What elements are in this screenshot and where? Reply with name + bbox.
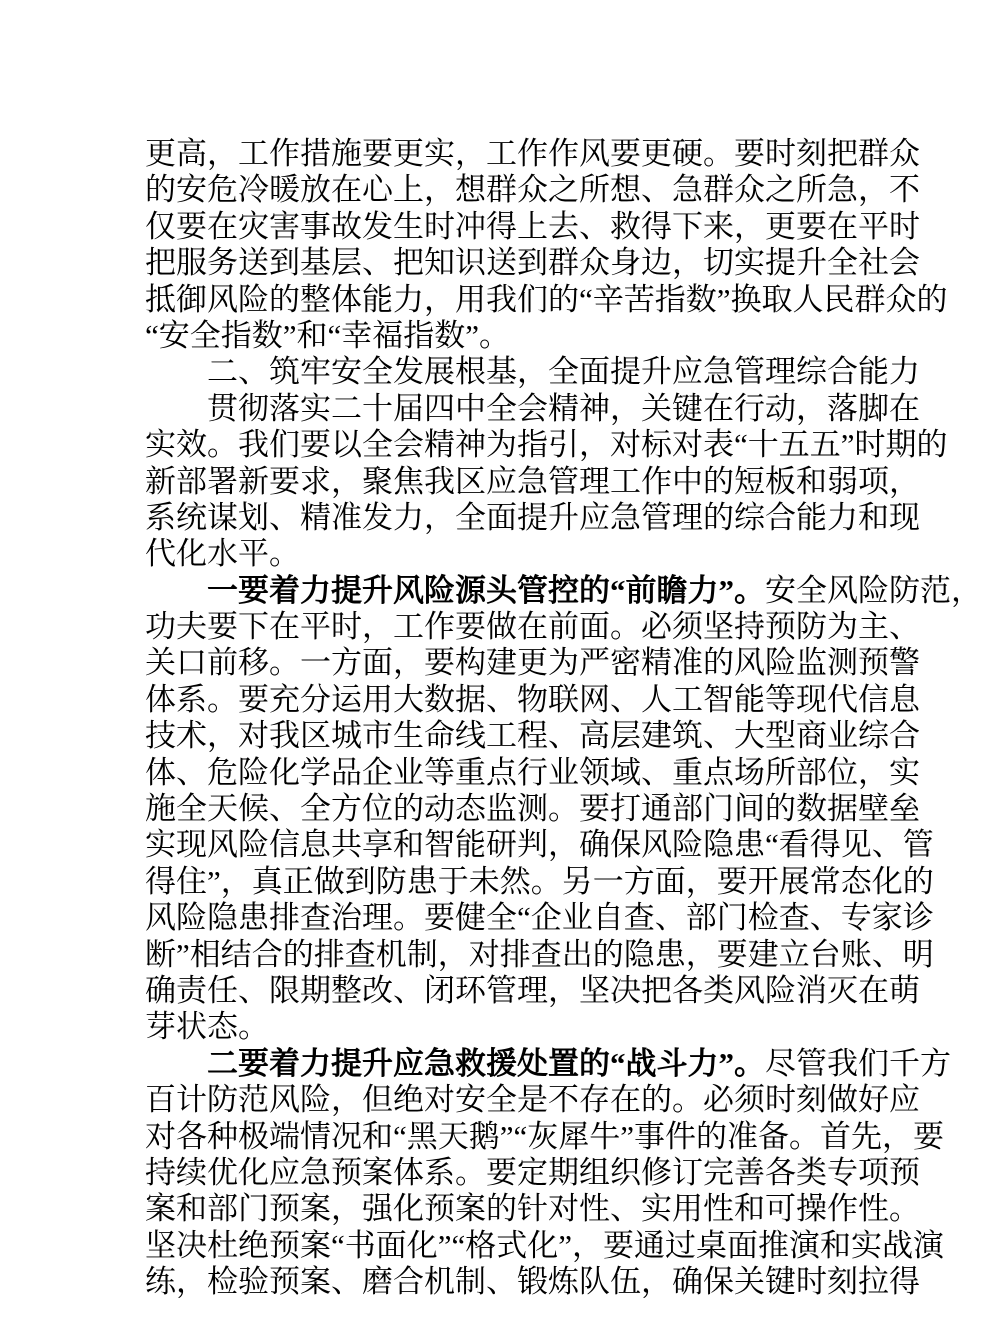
line-text: 得住”，真正做到防患于未然。另一方面，要开展常态化的 [145, 863, 934, 899]
line-text: “安全指数”和“幸福指数”。 [145, 317, 511, 353]
bold-lead: 一要着力提升风险源头管控的“前瞻力”。 [207, 572, 765, 608]
line-text: 抵御风险的整体能力，用我们的“辛苦指数”换取人民群众的 [145, 281, 948, 317]
paragraph-line [145, 754, 920, 791]
line-text: 功夫要下在平时，工作要做在前面。必须坚持预防为主、 [145, 609, 920, 645]
line-text: 代化水平。 [145, 536, 300, 572]
line-text: 实效。我们要以全会精神为指引，对标对表“十五五”时期的 [145, 427, 948, 463]
line-text: 尽管我们千方 [765, 1045, 951, 1081]
paragraph-line [145, 536, 807, 572]
line-text: 芽状态。 [145, 1009, 269, 1045]
line-text: 断”相结合的排查机制，对排查出的隐患，要建立台账、明 [145, 936, 934, 972]
line-text: 确责任、限期整改、闭环管理，坚决把各类风险消灭在萌 [145, 972, 920, 1008]
paragraph-line [145, 1227, 945, 1264]
line-text: 持续优化应急预案体系。要定期组织修订完善各类专项预 [145, 1154, 920, 1190]
document-page [145, 136, 982, 1301]
paragraph-line [145, 390, 920, 427]
paragraph-line [145, 1118, 945, 1155]
line-text: 体系。要充分运用大数据、物联网、人工智能等现代信息 [145, 681, 920, 717]
paragraph-line [145, 1264, 920, 1300]
line-text: 坚决杜绝预案“书面化”“格式化”，要通过桌面推演和实战演 [145, 1227, 945, 1263]
paragraph-line [145, 1154, 920, 1191]
section-heading [145, 354, 920, 390]
paragraph-line [145, 972, 920, 1009]
paragraph-line [145, 136, 920, 172]
paragraph-line [145, 1009, 807, 1045]
line-text: 仅要在灾害事故发生时冲得上去、救得下来，更要在平时 [145, 208, 920, 244]
paragraph-line [145, 172, 920, 208]
paragraph-line [145, 791, 920, 827]
paragraph-line [145, 681, 920, 718]
paragraph-line [145, 936, 934, 973]
line-text: 新部署新要求，聚焦我区应急管理工作中的短板和弱项， [145, 463, 920, 499]
paragraph-line [145, 281, 948, 318]
paragraph-line [145, 463, 920, 500]
line-text: 把服务送到基层、把知识送到群众身边，切实提升全社会 [145, 245, 920, 281]
paragraph-line [145, 572, 982, 609]
line-text: 练，检验预案、磨合机制、锻炼队伍，确保关键时刻拉得 [145, 1264, 920, 1300]
line-text: 技术，对我区城市生命线工程、高层建筑、大型商业综合 [145, 718, 920, 754]
line-text: 二、筑牢安全发展根基，全面提升应急管理综合能力 [207, 354, 920, 390]
line-text: 关口前移。一方面，要构建更为严密精准的风险监测预警 [145, 645, 920, 681]
paragraph-line [145, 245, 920, 281]
line-text: 的安危冷暖放在心上，想群众之所想、急群众之所急，不 [145, 172, 920, 208]
line-text: 系统谋划、精准发力，全面提升应急管理的综合能力和现 [145, 499, 920, 535]
line-text: 安全风险防范， [765, 572, 982, 608]
line-text: 百计防范风险，但绝对安全是不存在的。必须时刻做好应 [145, 1082, 920, 1118]
paragraph-line [145, 1191, 920, 1227]
paragraph-line [145, 827, 934, 863]
paragraph-line [145, 609, 920, 645]
paragraph-line [145, 499, 920, 536]
paragraph-line [145, 208, 920, 245]
line-text: 贯彻落实二十届四中全会精神，关键在行动，落脚在 [207, 390, 920, 426]
line-text: 体、危险化学品企业等重点行业领域、重点场所部位，实 [145, 754, 920, 790]
paragraph-line [145, 427, 948, 463]
line-text: 案和部门预案，强化预案的针对性、实用性和可操作性。 [145, 1191, 920, 1227]
paragraph-line [145, 718, 920, 754]
paragraph-line [145, 863, 934, 900]
line-text: 实现风险信息共享和智能研判，确保风险隐患“看得见、管 [145, 827, 934, 863]
line-text: 对各种极端情况和“黑天鹅”“灰犀牛”事件的准备。首先，要 [145, 1118, 945, 1154]
line-text: 风险隐患排查治理。要健全“企业自查、部门检查、专家诊 [145, 900, 934, 936]
paragraph-line [145, 1082, 920, 1118]
paragraph-line [145, 1045, 951, 1082]
bold-lead: 二要着力提升应急救援处置的“战斗力”。 [207, 1045, 765, 1081]
paragraph-line [145, 645, 920, 681]
paragraph-line [145, 318, 807, 354]
line-text: 施全天候、全方位的动态监测。要打通部门间的数据壁垒 [145, 791, 920, 827]
line-text: 更高，工作措施要更实，工作作风要更硬。要时刻把群众 [145, 136, 920, 171]
paragraph-line [145, 900, 934, 936]
